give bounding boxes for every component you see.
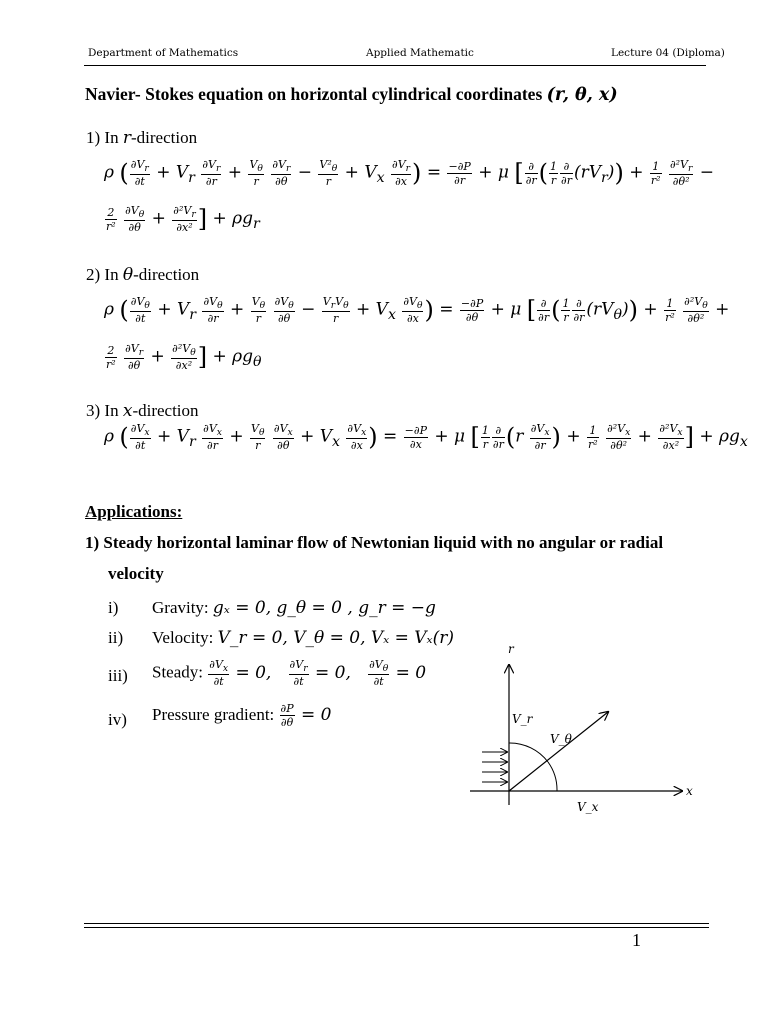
- page-number: 1: [632, 930, 641, 950]
- header-lecture: Lecture 04 (Diploma): [611, 47, 725, 59]
- label-vtheta: V_θ: [550, 732, 572, 746]
- gravity-expr: gₓ = 0, g_θ = 0 , g_r = −g: [212, 598, 436, 618]
- title-coords: (r, θ, x): [546, 85, 618, 105]
- application-1-title: 1) Steady horizontal laminar flow of Newtonian liquid with no angular or radial: [85, 533, 664, 552]
- velocity-diagram: [460, 635, 710, 825]
- equation-r-line2: $\frac{2}{\text{r²}}$ $\frac{\partial V_\theta}{\partial\theta}$ + $\frac{\partial^2V_r}{\text{∂x²}}$ ] + $\rho g_r$: [106, 204, 260, 235]
- header-department: Department of Mathematics: [88, 47, 239, 59]
- condition-velocity: Velocity: V_r = 0, V_θ = 0, Vₓ = Vₓ(r): [152, 628, 454, 648]
- equation-x-line1: ρ ( $\frac{\partial V_x}{\partial t}$ + $V_r$ $\frac{\partial V_x}{\partial r}$ + $\frac{V_\theta}{r}$ $\frac{\partial V_x}{\partial\theta}$ + $V_x$ $\frac{\partial V_x}{\partial x}$ ) = $\frac{-\partial P}{\partial x}$ + μ [ $\frac{1}{r}$ ∂ ∂r (r $\frac{\partial V_x}{\partial r}$ ) + $\frac{1}{\text{r²}}$ $\frac{\partial^2V_x}{\text{∂θ²}}$ + $\frac{\partial^2V_x}{\text{∂x²}}$ ] + $\rho g_x$: [104, 422, 748, 453]
- condition-pressure-num: iv): [108, 710, 127, 729]
- equation-theta-line1: ρ ( $\frac{\partial V_\theta}{\partial t}$ + $V_r$ $\frac{\partial V_\theta}{\partial r}$ + $\frac{V_\theta}{r}$ $\frac{\partial V_\theta}{\partial\theta}$ − $V_rV_\theta$ r + $V_x$ $\frac{\partial V_\theta}{\partial x}$ ) = $\frac{-\partial P}{\partial\theta}$ + μ [ ∂ ∂r ( $\frac{1}{r}$ ∂ ∂r $(rV_\theta)$) + $\frac{1}{\text{r²}}$ $\frac{\partial^2V_\theta}{\text{∂θ²}}$ +: [104, 295, 730, 326]
- page-title: [85, 84, 618, 105]
- label-x: x: [686, 784, 693, 798]
- section-x-direction: 3) In x-direction: [86, 401, 199, 421]
- condition-gravity: Gravity: gₓ = 0, g_θ = 0 , g_r = −g: [152, 598, 436, 618]
- condition-steady-num: iii): [108, 666, 128, 685]
- label-vx: V_x: [577, 800, 599, 814]
- title-text: Navier- Stokes equation on horizontal cylindrical coordinates: [85, 84, 543, 104]
- condition-pressure: Pressure gradient: $\frac{\partial P}{\partial\theta}$ = 0: [152, 702, 332, 730]
- velocity-expr: V_r = 0, V_θ = 0, Vₓ = Vₓ(r): [217, 628, 454, 648]
- applications-heading: Applications:: [85, 502, 183, 521]
- header-course: Applied Mathematic: [366, 47, 474, 59]
- equation-r-line1: ρ ( $\frac{\partial V_r}{\partial t}$ + $V_r$ $\frac{\partial V_r}{\partial r}$ + $\frac{V_\theta}{r}$ $\frac{\partial V_r}{\partial\theta}$ − $\frac{V^2_\theta}{r}$ + $V_x$ $\frac{\partial V_r}{\partial x}$ ) = $\frac{-\partial P}{\partial r}$ + μ [ ∂ ∂r ( $\frac{1}{r}$ ∂ ∂r $(rV_r)$) + $\frac{1}{\text{r²}}$ $\frac{\partial^2V_r}{\text{∂θ²}}$ −: [104, 158, 715, 189]
- equation-theta-line2: $\frac{2}{\text{r²}}$ $\frac{\partial V_r}{\partial\theta}$ + $\frac{\partial^2V_\theta}{\text{∂x²}}$ ] + $\rho g_\theta$: [106, 342, 262, 373]
- footer-rule: [84, 923, 709, 928]
- condition-velocity-num: ii): [108, 628, 124, 647]
- label-r: r: [508, 642, 514, 656]
- section-r-direction: 1) In r-direction: [86, 128, 198, 148]
- condition-gravity-num: i): [108, 598, 119, 617]
- application-1-title-cont: velocity: [108, 564, 164, 583]
- angle-arc: [509, 743, 548, 762]
- header-rule: [84, 65, 706, 66]
- section-theta-direction: 2) In θ-direction: [86, 265, 200, 285]
- label-vr: V_r: [512, 712, 533, 726]
- steady-expr: $\frac{\partial V_x}{\partial t}$ = 0, $\frac{\partial V_r}{\partial t}$ = 0, $\frac{\partial V_\theta}{\partial t}$ = 0: [209, 658, 427, 689]
- condition-steady: Steady: $\frac{\partial V_x}{\partial t}$ = 0, $\frac{\partial V_r}{\partial t}$ = 0, $\frac{\partial V_\theta}{\partial t}$ = 0: [152, 658, 427, 689]
- pressure-expr: $\frac{\partial P}{\partial\theta}$ = 0: [280, 702, 332, 730]
